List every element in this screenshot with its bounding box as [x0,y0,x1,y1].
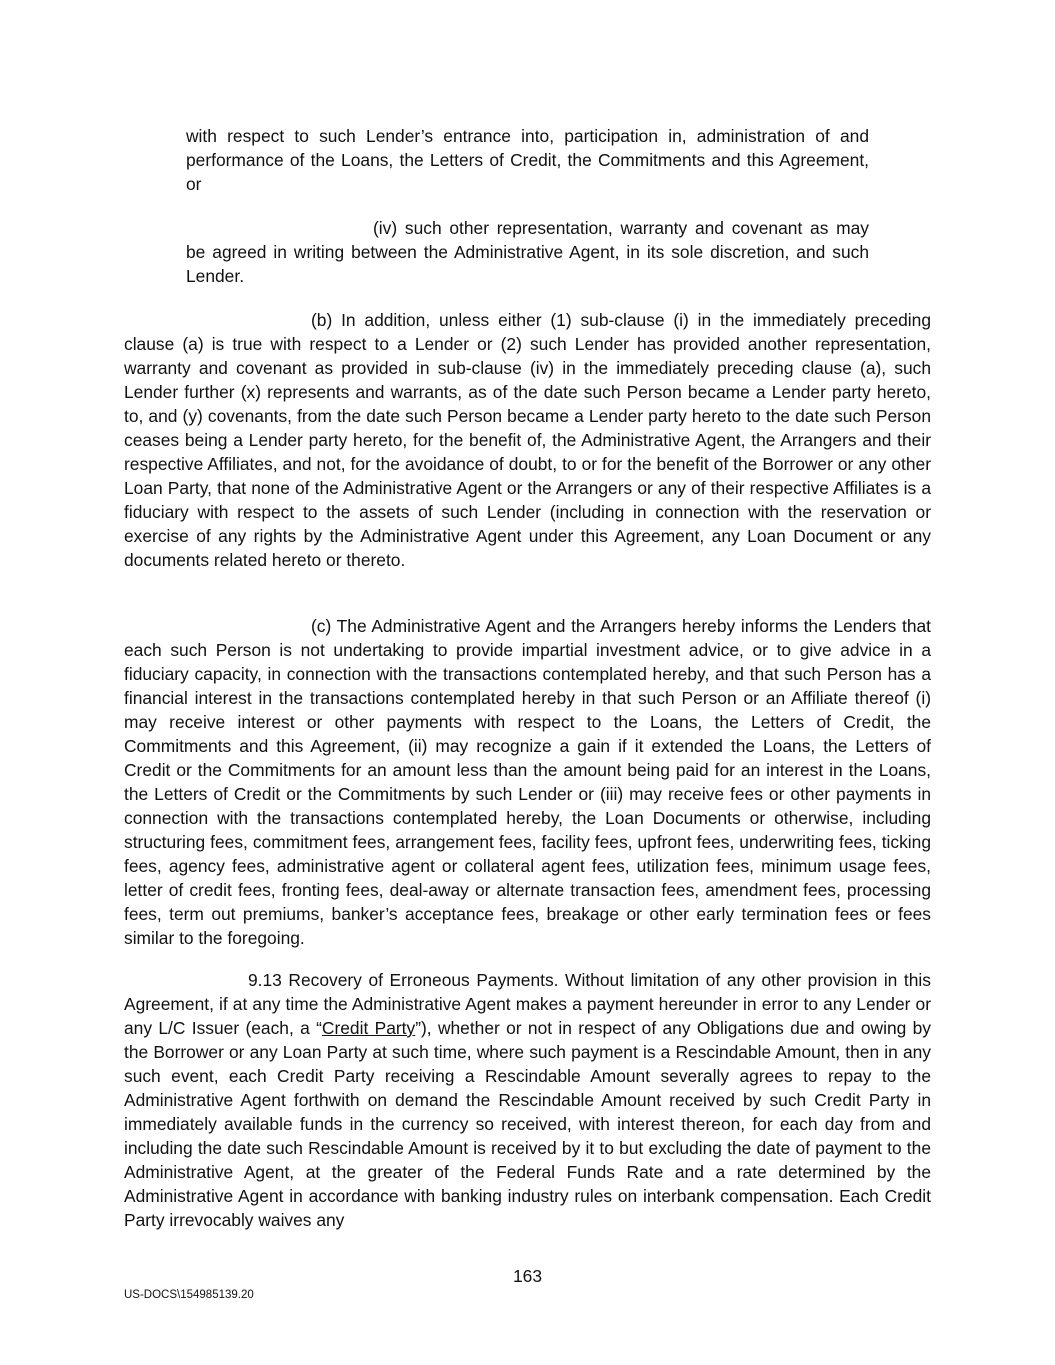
defined-term-credit-party: Credit Party [321,1018,416,1038]
paragraph-subclause-iv: (iv) such other representation, warranty and covenant as may be agreed in writing between the Administrative Agent, in its sole discretion, and such Lender. [186,218,869,286]
document-id: US-DOCS\154985139.20 [124,1289,254,1301]
section-9-13-text-before: 9.13 Recovery of Erroneous Payments. Without limitation of any other provision in this Agreement, if at any time the Administrative Agent makes a payment hereunder in error to any Lender or any L/C Issuer (each, a “ [124,970,931,1038]
paragraph-section-9-13 [124,968,931,1232]
page-number: 163 [512,1266,542,1286]
paragraph-clause-b: (b) In addition, unless either (1) sub-clause (i) in the immediately preceding clause (a) is true with respect to a Lender or (2) such Lender has provided another representation, warranty and covenant as provided in sub-clause (iv) in the immediately preceding clause (a), such Lender further (x) represents and warrants, as of the date such Person became a Lender party hereto, to, and (y) covenants, from the date such Person became a Lender party hereto to the date such Person ceases being a Lender party hereto, for the benefit of, the Administrative Agent, the Arrangers and their respective Affiliates, and not, for the avoidance of doubt, to or for the benefit of the Borrower or any other Loan Party, that none of the Administrative Agent or the Arrangers or any of their respective Affiliates is a fiduciary with respect to the assets of such Lender (including in connection with the reservation or exercise of any rights by the Administrative Agent under this Agreement, any Loan Document or any documents related hereto or thereto. [124,310,931,570]
paragraph-clause-c: (c) The Administrative Agent and the Arrangers hereby informs the Lenders that each such Person is not undertaking to provide impartial investment advice, or to give advice in a fiduciary capacity, in connection with the transactions contemplated hereby, and that such Person has a financial interest in the transactions contemplated hereby in that such Person or an Affiliate thereof (i) may receive interest or other payments with respect to the Loans, the Letters of Credit, the Commitments and this Agreement, (ii) may recognize a gain if it extended the Loans, the Letters of Credit or the Commitments for an amount less than the amount being paid for an interest in the Loans, the Letters of Credit or the Commitments by such Lender or (iii) may receive fees or other payments in connection with the transactions contemplated hereby, the Loan Documents or otherwise, including structuring fees, commitment fees, arrangement fees, facility fees, upfront fees, underwriting fees, ticking fees, agency fees, administrative agent or collateral agent fees, utilization fees, minimum usage fees, letter of credit fees, fronting fees, deal-away or alternate transaction fees, amendment fees, processing fees, term out premiums, banker’s acceptance fees, breakage or other early termination fees or fees similar to the foregoing. [124,616,931,948]
section-9-13-text-after: ”), whether or not in respect of any Obligations due and owing by the Borrower or any Loan Party at such time, where such payment is a Rescindable Amount, then in any such event, each Credit Party receiving a Rescindable Amount severally agrees to repay to the Administrative Agent forthwith on demand the Rescindable Amount received by such Credit Party in immediately available funds in the currency so received, with interest thereon, for each day from and including the date such Rescindable Amount is received by it to but excluding the date of payment to the Administrative Agent, at the greater of the Federal Funds Rate and a rate determined by the Administrative Agent in accordance with banking industry rules on interbank compensation. Each Credit Party irrevocably waives any [124,1018,931,1230]
paragraph-continuation: with respect to such Lender’s entrance into, participation in, administration of and performance of the Loans, the Letters of Credit, the Commitments and this Agreement, or [186,126,869,194]
